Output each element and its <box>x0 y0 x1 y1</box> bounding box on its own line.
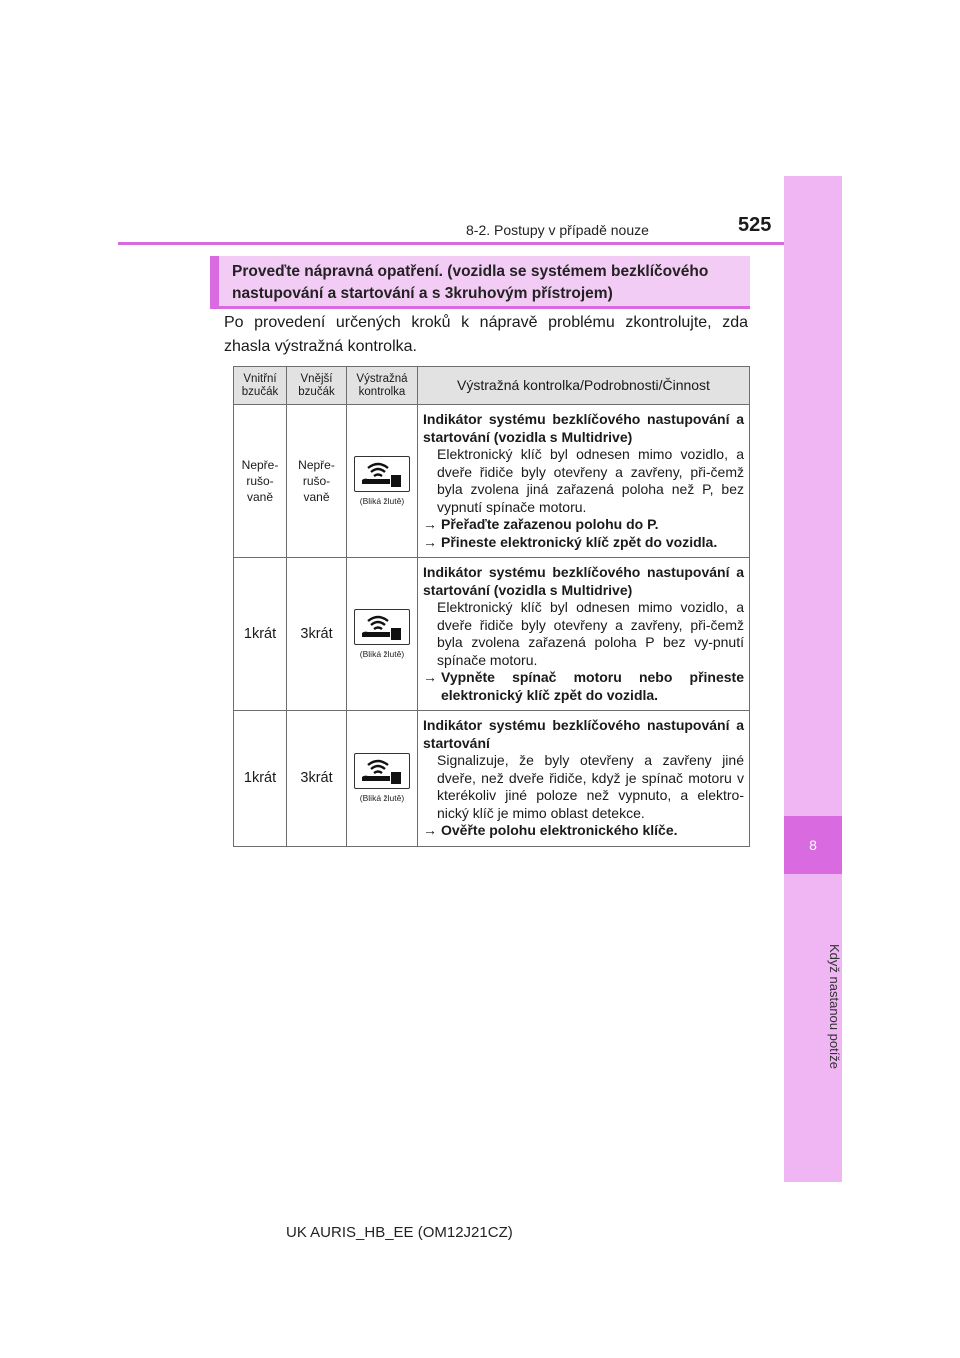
details-cell <box>418 711 750 847</box>
action-item <box>423 669 744 704</box>
table-header-row <box>234 367 750 405</box>
section-title: 8-2. Postupy v případě nouze <box>466 222 649 238</box>
key-signal-icon <box>354 753 410 789</box>
details-cell <box>418 558 750 711</box>
icon-caption: (Bliká žlutě) <box>359 649 405 659</box>
inner-buzzer-cell: 1krát <box>234 558 287 711</box>
outer-buzzer-cell: Nepře-rušo-vaně <box>287 405 347 558</box>
warning-table <box>233 366 750 847</box>
section-heading <box>210 256 750 306</box>
outer-buzzer-cell: 3krát <box>287 711 347 847</box>
warning-light-cell <box>347 405 418 558</box>
table-row <box>234 558 750 711</box>
arrow-icon: → <box>423 669 437 685</box>
page-number: 525 <box>738 214 772 236</box>
indicator-title: Indikátor systému bezklíčového nastupování a startování <box>423 717 744 751</box>
inner-buzzer-cell: 1krát <box>234 711 287 847</box>
icon-caption: (Bliká žlutě) <box>359 496 405 506</box>
header-inner-buzzer: Vnitřní bzučák <box>234 367 287 405</box>
indicator-description: Signalizuje, že byly otevřeny a zavřeny jiné dveře, než dveře řidiče, když je spínač motoru v kterékoliv jiné poloze než vypnuto, a elektro-nický klíč je mimo oblast detekce. <box>437 752 744 821</box>
indicator-title: Indikátor systému bezklíčového nastupování a startování (vozidla s Multidrive) <box>423 564 744 598</box>
heading-line-1: Proveďte nápravná opatření. (vozidla se systémem bezklíčového <box>232 263 709 280</box>
indicator-description: Elektronický klíč byl odnesen mimo vozidlo, a dveře řidiče byly otevřeny a zavřeny, při-čemž byla zvolena jiná zařazená poloha než P, bez vypnutí spínače motoru. <box>437 446 744 515</box>
action-item <box>423 534 744 552</box>
chapter-number: 8 <box>784 816 842 874</box>
action-text: Vypněte spínač motoru nebo přineste elektronický klíč zpět do vozidla. <box>441 669 744 703</box>
header-outer-buzzer: Vnější bzučák <box>287 367 347 405</box>
indicator-description: Elektronický klíč byl odnesen mimo vozidlo, a dveře řidiče byly otevřeny a zavřeny, při-čemž byla zvolena zařazená poloha P bez vy-pnutí spínače motoru. <box>437 599 744 668</box>
details-cell <box>418 405 750 558</box>
icon-caption: (Bliká žlutě) <box>359 793 405 804</box>
arrow-icon: → <box>423 822 437 838</box>
intro-paragraph: Po provedení určených kroků k nápravě problému zkontrolujte, zda zhasla výstražná kontrolka. <box>224 314 748 355</box>
outer-buzzer-cell: 3krát <box>287 558 347 711</box>
heading-line-2: nastupování a startování a s 3kruhovým přístrojem) <box>232 285 613 302</box>
action-item <box>423 822 744 840</box>
arrow-icon: → <box>423 533 437 550</box>
action-text: Přeřaďte zařazenou polohu do P. <box>441 516 659 532</box>
inner-buzzer-cell: Nepře-rušo-vaně <box>234 405 287 558</box>
key-signal-icon <box>354 609 410 645</box>
indicator-title: Indikátor systému bezklíčového nastupování a startování (vozidla s Multidrive) <box>423 411 744 445</box>
arrow-icon: → <box>423 516 437 532</box>
action-item <box>423 516 744 534</box>
header-warning-light: Výstražná kontrolka <box>347 367 418 405</box>
header-rule <box>118 242 784 245</box>
warning-light-cell <box>347 711 418 847</box>
key-signal-icon <box>354 456 410 492</box>
warning-light-cell <box>347 558 418 711</box>
table-row <box>234 711 750 847</box>
action-text: Přineste elektronický klíč zpět do vozidla. <box>441 533 718 550</box>
chapter-title: Když nastanou potíže <box>827 944 842 1070</box>
header-details: Výstražná kontrolka/Podrobnosti/Činnost <box>418 367 750 405</box>
table-row <box>234 405 750 558</box>
action-text: Ověřte polohu elektronického klíče. <box>441 822 678 838</box>
chapter-side-tab <box>784 176 842 1182</box>
document-footer: UK AURIS_HB_EE (OM12J21CZ) <box>286 1224 513 1241</box>
